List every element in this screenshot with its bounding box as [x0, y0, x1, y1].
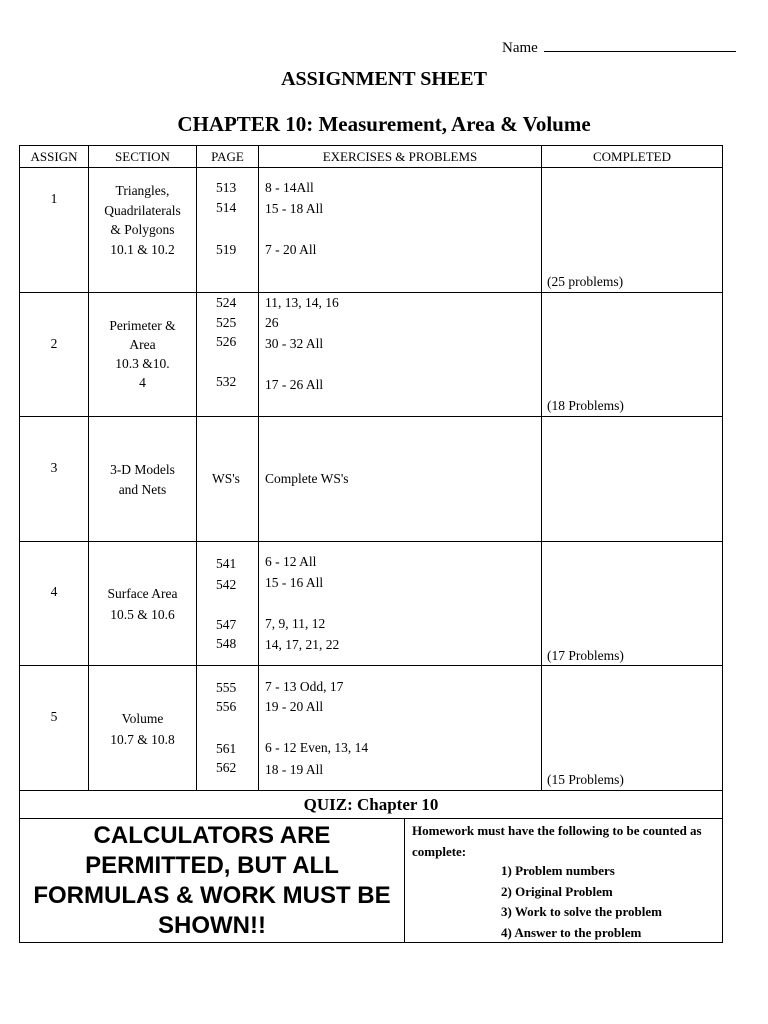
quiz-row: QUIZ: Chapter 10 [20, 791, 722, 819]
assign-number: 1 [50, 191, 58, 206]
exercise-item: 7 - 13 Odd, 17 [265, 679, 344, 694]
exercise-item: 17 - 26 All [265, 377, 324, 392]
completed-count: (18 Problems) [547, 398, 624, 413]
homework-intro: Homework must have the following to be counted as complete: [412, 823, 702, 859]
page-number: 542 [216, 577, 237, 592]
table-row [20, 293, 722, 417]
page-number: 561 [216, 741, 237, 756]
chapter-title: CHAPTER 10: Measurement, Area & Volume [177, 112, 591, 136]
exercise-item: 7 - 20 All [265, 242, 317, 257]
assign-number: 3 [50, 460, 58, 475]
page-number: 547 [216, 617, 237, 632]
requirement-item: 4) Answer to the problem [501, 924, 642, 940]
assign-number: 2 [50, 336, 58, 351]
section-name: 3-D Models and Nets [110, 462, 175, 497]
exercise-item: 14, 17, 21, 22 [265, 637, 340, 652]
assign-number: 5 [50, 709, 58, 724]
section-name: Surface Area 10.5 & 10.6 [107, 586, 178, 622]
page-number: 519 [216, 242, 237, 257]
requirement-item: 1) Problem numbers [501, 863, 615, 878]
notes-row [20, 819, 722, 943]
page-number: WS's [212, 471, 240, 486]
section-name: Perimeter & Area 10.3 &10. 4 [109, 318, 176, 390]
table-row [20, 666, 722, 791]
table-row [20, 417, 722, 542]
page-number: 524 [216, 295, 237, 310]
page-number: 562 [216, 760, 237, 775]
section-name: Triangles, Quadrilaterals & Polygons 10.1 & 10.2 [104, 183, 181, 257]
completed-count: (17 Problems) [547, 648, 624, 663]
requirement-item: 3) Work to solve the problem [501, 904, 662, 919]
page-number: 525 [216, 315, 237, 330]
column-header-completed: COMPLETED [593, 148, 671, 164]
table-header [20, 146, 722, 168]
exercise-item: 15 - 16 All [265, 575, 324, 590]
calculator-note: CALCULATORS ARE PERMITTED, BUT ALL FORMULAS & WORK MUST BE SHOWN!! [20, 819, 405, 943]
homework-requirements [406, 819, 722, 943]
page-number: 548 [216, 636, 237, 651]
exercise-item: Complete WS's [265, 471, 349, 486]
exercise-item: 6 - 12 All [265, 554, 317, 569]
page-number: 541 [216, 556, 237, 571]
exercise-item: 18 - 19 All [265, 762, 324, 777]
assignment-table [19, 145, 723, 943]
name-field[interactable] [502, 38, 736, 57]
section-name: Volume 10.7 & 10.8 [110, 711, 175, 747]
exercise-item: 6 - 12 Even, 13, 14 [265, 740, 369, 755]
page-number: 514 [216, 200, 237, 215]
column-header-assign: ASSIGN [30, 148, 78, 164]
name-blank-line[interactable] [544, 38, 736, 52]
column-header-page: PAGE [211, 148, 244, 164]
page-number: 556 [216, 699, 237, 714]
exercise-item: 30 - 32 All [265, 336, 324, 351]
exercise-item: 11, 13, 14, 16 [265, 295, 339, 310]
exercise-item: 8 - 14All [265, 180, 314, 195]
exercise-item: 15 - 18 All [265, 201, 324, 216]
table-row [20, 168, 722, 293]
name-label: Name [502, 40, 538, 56]
exercise-item: 26 [265, 315, 279, 330]
exercise-item: 19 - 20 All [265, 699, 324, 714]
table-row [20, 542, 722, 666]
page-number: 526 [216, 334, 237, 349]
page-number: 555 [216, 680, 237, 695]
page-title: ASSIGNMENT SHEET [281, 68, 487, 90]
page-number: 532 [216, 374, 237, 389]
exercise-item: 7, 9, 11, 12 [265, 616, 326, 631]
completed-count: (25 problems) [547, 274, 624, 289]
assign-number: 4 [50, 584, 58, 599]
column-header-section: SECTION [115, 148, 170, 164]
completed-count: (15 Problems) [547, 772, 624, 787]
requirement-item: 2) Original Problem [501, 883, 613, 899]
column-header-exercises: EXERCISES & PROBLEMS [322, 148, 478, 164]
page-number: 513 [216, 180, 237, 195]
